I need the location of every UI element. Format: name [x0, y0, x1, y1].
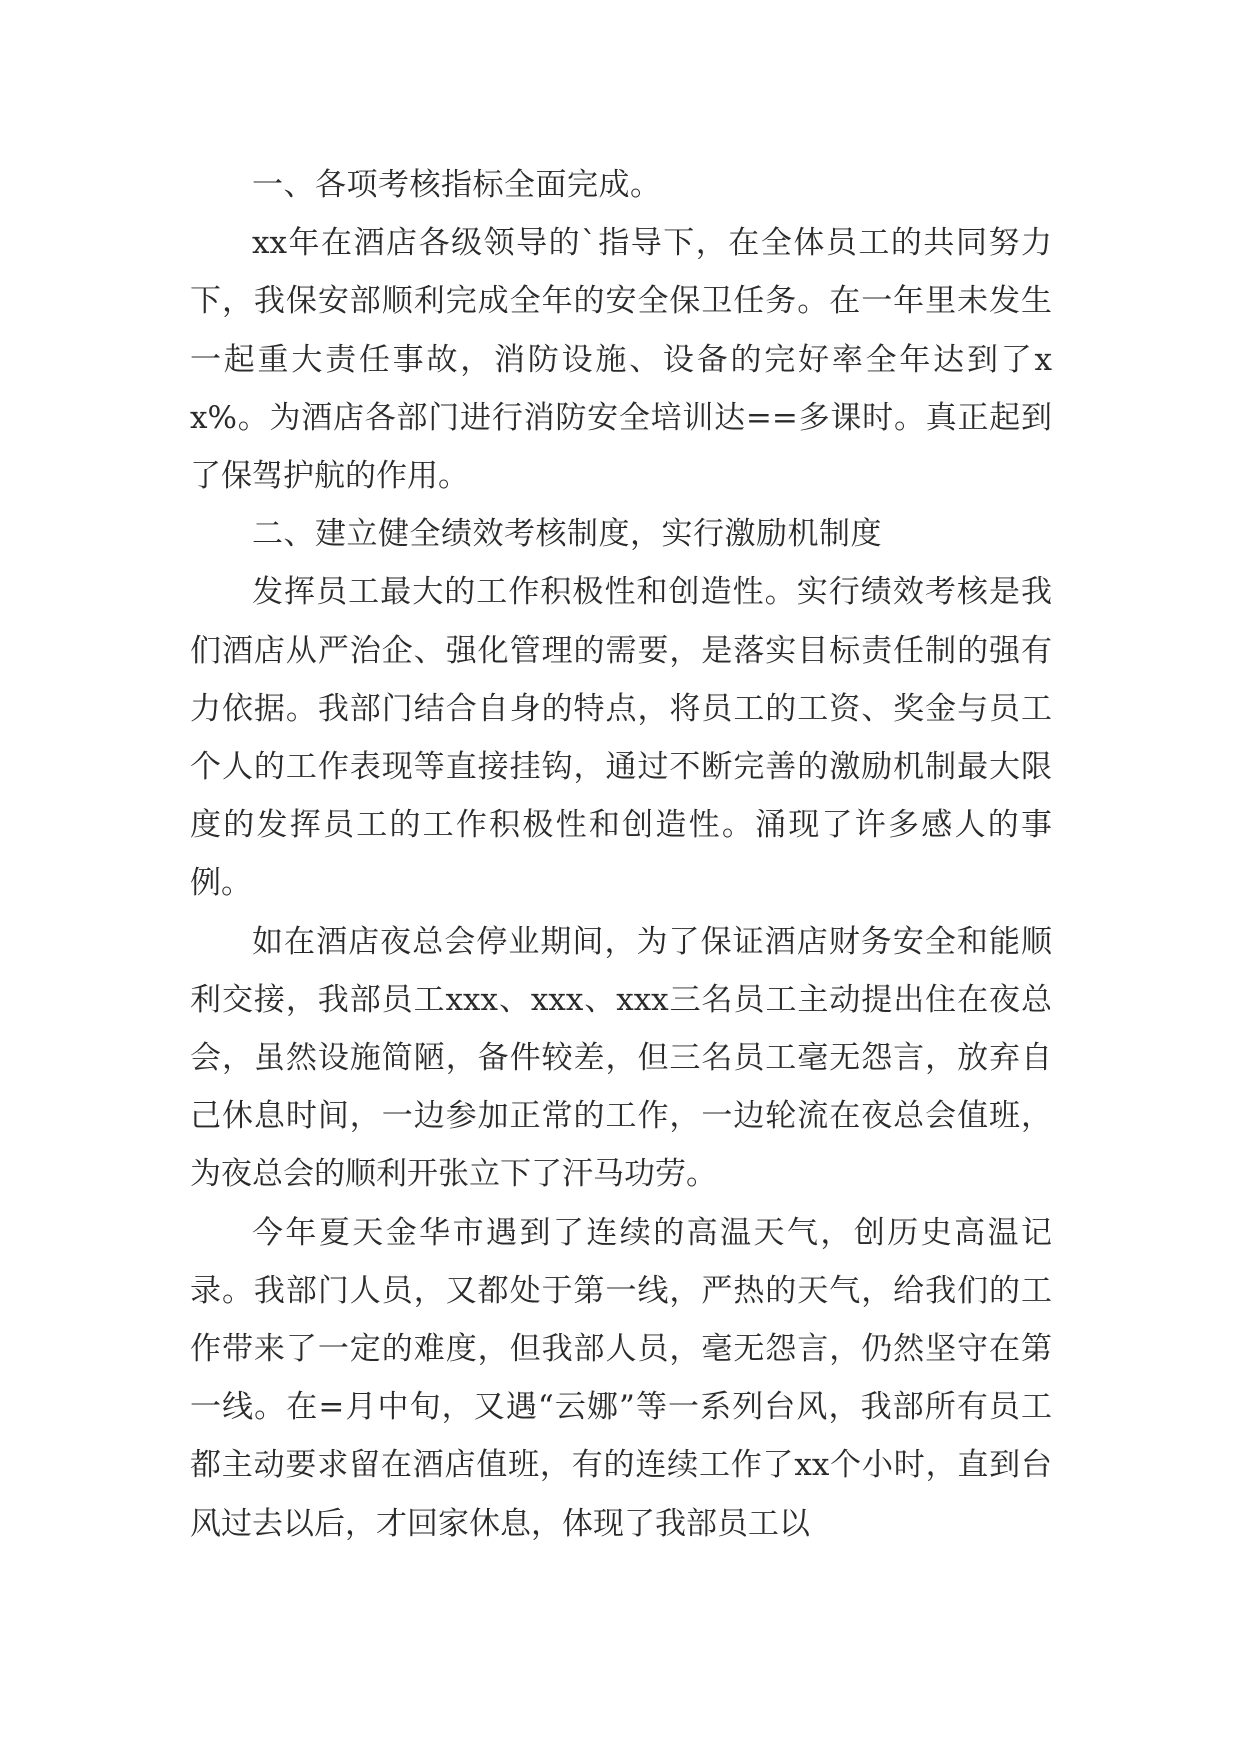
document-body — [190, 156, 1052, 1553]
section-heading-2: 二、建立健全绩效考核制度，实行激励机制度 — [252, 516, 882, 553]
paragraph-1: xx年在酒店各级领导的`指导下，在全体员工的共同努力下，我保安部顺利完成全年的安全保卫任务。在一年里未发生一起重大责任事故，消防设施、设备的完好率全年达到了xx%。为酒店各部门进行消防安全培训达==多课时。真正起到了保驾护航的作用。 — [190, 225, 1052, 495]
paragraph-2: 发挥员工最大的工作积极性和创造性。实行绩效考核是我们酒店从严治企、强化管理的需要，是落实目标责任制的强有力依据。我部门结合自身的特点，将员工的工资、奖金与员工个人的工作表现等直接挂钩，通过不断完善的激励机制最大限度的发挥员工的工作积极性和创造性。涌现了许多感人的事例。 — [190, 574, 1052, 902]
paragraph-4: 今年夏天金华市遇到了连续的高温天气，创历史高温记录。我部门人员，又都处于第一线，严热的天气，给我们的工作带来了一定的难度，但我部人员，毫无怨言，仍然坚守在第一线。在=月中旬，又遇“云娜”等一系列台风，我部所有员工都主动要求留在酒店值班，有的连续工作了xx个小时，直到台风过去以后，才回家休息，体现了我部员工以 — [190, 1214, 1052, 1542]
section-heading-1: 一、各项考核指标全面完成。 — [252, 167, 662, 203]
paragraph-3: 如在酒店夜总会停业期间，为了保证酒店财务安全和能顺利交接，我部员工xxx、xxx、xxx三名员工主动提出住在夜总会，虽然设施简陋，备件较差，但三名员工毫无怨言，放弃自己休息时间，一边参加正常的工作，一边轮流在夜总会值班，为夜总会的顺利开张立下了汗马功劳。 — [190, 923, 1052, 1193]
